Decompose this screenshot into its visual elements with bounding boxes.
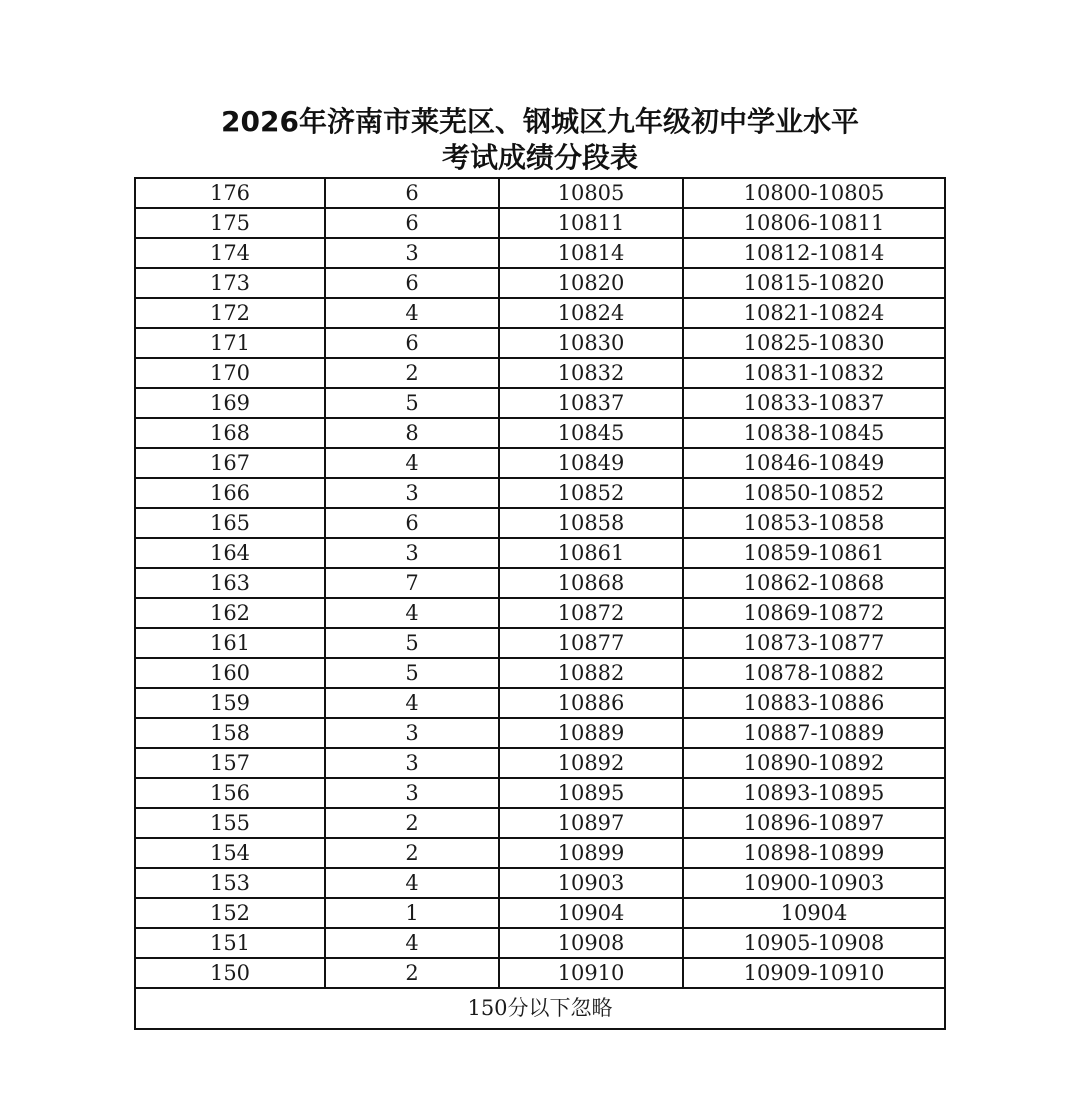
table-row	[135, 808, 945, 838]
count-cell: 6	[325, 268, 499, 298]
cumulative-cell: 10892	[499, 748, 683, 778]
table-row	[135, 748, 945, 778]
cumulative-cell: 10837	[499, 388, 683, 418]
count-cell: 6	[325, 178, 499, 208]
cumulative-cell: 10845	[499, 418, 683, 448]
score-cell: 150	[135, 958, 325, 988]
cumulative-cell: 10820	[499, 268, 683, 298]
table-row	[135, 178, 945, 208]
table-row	[135, 838, 945, 868]
rank-range-cell: 10904	[683, 898, 945, 928]
rank-range-cell: 10890-10892	[683, 748, 945, 778]
score-cell: 173	[135, 268, 325, 298]
score-cell: 175	[135, 208, 325, 238]
page-title-line-1: 2026年济南市莱芜区、钢城区九年级初中学业水平	[221, 105, 859, 138]
table-row	[135, 418, 945, 448]
score-cell: 174	[135, 238, 325, 268]
score-cell: 163	[135, 568, 325, 598]
rank-range-cell: 10838-10845	[683, 418, 945, 448]
score-cell: 152	[135, 898, 325, 928]
count-cell: 7	[325, 568, 499, 598]
cumulative-cell: 10903	[499, 868, 683, 898]
count-cell: 5	[325, 628, 499, 658]
count-cell: 2	[325, 838, 499, 868]
count-cell: 3	[325, 478, 499, 508]
table-row	[135, 568, 945, 598]
score-cell: 164	[135, 538, 325, 568]
rank-range-cell: 10853-10858	[683, 508, 945, 538]
score-cell: 156	[135, 778, 325, 808]
table-footer-row	[135, 988, 945, 1029]
score-cell: 170	[135, 358, 325, 388]
rank-range-cell: 10905-10908	[683, 928, 945, 958]
rank-range-cell: 10821-10824	[683, 298, 945, 328]
table-footer-note: 150分以下忽略	[135, 988, 945, 1029]
count-cell: 3	[325, 748, 499, 778]
cumulative-cell: 10895	[499, 778, 683, 808]
score-cell: 162	[135, 598, 325, 628]
count-cell: 6	[325, 208, 499, 238]
rank-range-cell: 10896-10897	[683, 808, 945, 838]
rank-range-cell: 10812-10814	[683, 238, 945, 268]
table-row	[135, 598, 945, 628]
table-row	[135, 718, 945, 748]
cumulative-cell: 10889	[499, 718, 683, 748]
table-row	[135, 478, 945, 508]
score-cell: 166	[135, 478, 325, 508]
rank-range-cell: 10800-10805	[683, 178, 945, 208]
count-cell: 6	[325, 328, 499, 358]
cumulative-cell: 10899	[499, 838, 683, 868]
score-cell: 171	[135, 328, 325, 358]
count-cell: 3	[325, 238, 499, 268]
rank-range-cell: 10859-10861	[683, 538, 945, 568]
count-cell: 3	[325, 778, 499, 808]
table-row	[135, 778, 945, 808]
table-row	[135, 928, 945, 958]
table-row	[135, 328, 945, 358]
score-distribution-table	[134, 177, 946, 1030]
cumulative-cell: 10832	[499, 358, 683, 388]
rank-range-cell: 10883-10886	[683, 688, 945, 718]
count-cell: 2	[325, 358, 499, 388]
table-row	[135, 868, 945, 898]
score-cell: 158	[135, 718, 325, 748]
rank-range-cell: 10862-10868	[683, 568, 945, 598]
score-cell: 169	[135, 388, 325, 418]
score-cell: 160	[135, 658, 325, 688]
table-row	[135, 958, 945, 988]
count-cell: 6	[325, 508, 499, 538]
cumulative-cell: 10849	[499, 448, 683, 478]
cumulative-cell: 10814	[499, 238, 683, 268]
cumulative-cell: 10824	[499, 298, 683, 328]
cumulative-cell: 10872	[499, 598, 683, 628]
table-row	[135, 358, 945, 388]
score-cell: 167	[135, 448, 325, 478]
cumulative-cell: 10861	[499, 538, 683, 568]
score-cell: 157	[135, 748, 325, 778]
cumulative-cell: 10886	[499, 688, 683, 718]
count-cell: 3	[325, 718, 499, 748]
score-cell: 172	[135, 298, 325, 328]
page-title-line-2: 考试成绩分段表	[441, 141, 638, 174]
count-cell: 4	[325, 928, 499, 958]
cumulative-cell: 10852	[499, 478, 683, 508]
cumulative-cell: 10882	[499, 658, 683, 688]
score-cell: 176	[135, 178, 325, 208]
table-row	[135, 628, 945, 658]
rank-range-cell: 10898-10899	[683, 838, 945, 868]
rank-range-cell: 10825-10830	[683, 328, 945, 358]
rank-range-cell: 10909-10910	[683, 958, 945, 988]
rank-range-cell: 10869-10872	[683, 598, 945, 628]
count-cell: 4	[325, 298, 499, 328]
score-cell: 159	[135, 688, 325, 718]
rank-range-cell: 10887-10889	[683, 718, 945, 748]
count-cell: 4	[325, 868, 499, 898]
rank-range-cell: 10846-10849	[683, 448, 945, 478]
cumulative-cell: 10908	[499, 928, 683, 958]
score-cell: 161	[135, 628, 325, 658]
score-cell: 154	[135, 838, 325, 868]
score-cell: 151	[135, 928, 325, 958]
cumulative-cell: 10910	[499, 958, 683, 988]
cumulative-cell: 10830	[499, 328, 683, 358]
count-cell: 3	[325, 538, 499, 568]
count-cell: 4	[325, 448, 499, 478]
count-cell: 2	[325, 958, 499, 988]
score-cell: 165	[135, 508, 325, 538]
table-row	[135, 208, 945, 238]
table-row	[135, 388, 945, 418]
table-row	[135, 448, 945, 478]
table-row	[135, 298, 945, 328]
cumulative-cell: 10897	[499, 808, 683, 838]
rank-range-cell: 10833-10837	[683, 388, 945, 418]
table-row	[135, 688, 945, 718]
rank-range-cell: 10831-10832	[683, 358, 945, 388]
rank-range-cell: 10815-10820	[683, 268, 945, 298]
score-cell: 153	[135, 868, 325, 898]
cumulative-cell: 10805	[499, 178, 683, 208]
count-cell: 4	[325, 598, 499, 628]
count-cell: 5	[325, 658, 499, 688]
table-row	[135, 508, 945, 538]
rank-range-cell: 10873-10877	[683, 628, 945, 658]
table-row	[135, 268, 945, 298]
cumulative-cell: 10904	[499, 898, 683, 928]
table-row	[135, 538, 945, 568]
count-cell: 4	[325, 688, 499, 718]
cumulative-cell: 10877	[499, 628, 683, 658]
table-row	[135, 898, 945, 928]
score-cell: 155	[135, 808, 325, 838]
rank-range-cell: 10850-10852	[683, 478, 945, 508]
count-cell: 1	[325, 898, 499, 928]
rank-range-cell: 10878-10882	[683, 658, 945, 688]
cumulative-cell: 10858	[499, 508, 683, 538]
count-cell: 8	[325, 418, 499, 448]
table-row	[135, 238, 945, 268]
cumulative-cell: 10868	[499, 568, 683, 598]
table-body	[135, 178, 945, 1029]
rank-range-cell: 10893-10895	[683, 778, 945, 808]
rank-range-cell: 10806-10811	[683, 208, 945, 238]
rank-range-cell: 10900-10903	[683, 868, 945, 898]
count-cell: 5	[325, 388, 499, 418]
cumulative-cell: 10811	[499, 208, 683, 238]
table-row	[135, 658, 945, 688]
score-cell: 168	[135, 418, 325, 448]
count-cell: 2	[325, 808, 499, 838]
